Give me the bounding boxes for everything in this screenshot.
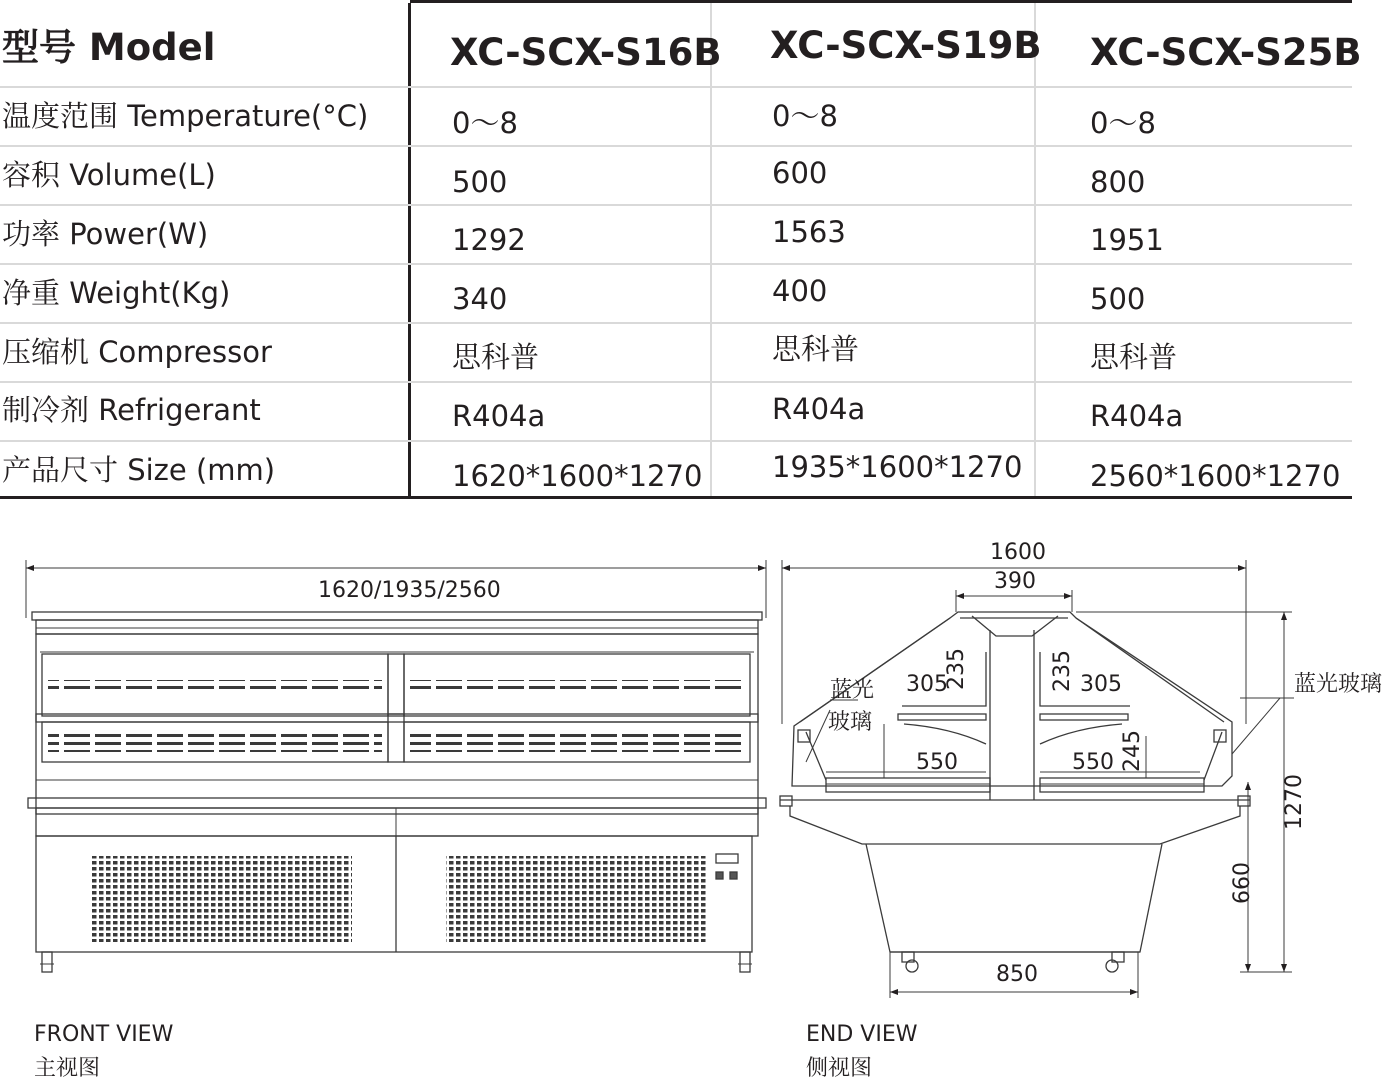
front-view-caption-en: FRONT VIEW (34, 1022, 174, 1047)
row-value-1: 340 (452, 282, 508, 316)
row-value-3: 2560*1600*1270 (1090, 459, 1341, 493)
row-value-3: 800 (1090, 165, 1146, 199)
row-label: 容积 Volume(L) (2, 158, 216, 192)
row-value-2: 1935*1600*1270 (772, 450, 1023, 484)
row-value-1: R404a (452, 399, 546, 433)
table-row (0, 206, 1352, 265)
row-value-1: 思科普 (452, 340, 540, 374)
row-value-3: 1951 (1090, 223, 1164, 257)
table-row (0, 383, 1352, 442)
table-row (0, 324, 1352, 383)
row-value-2: 0～8 (772, 99, 838, 133)
row-value-2: 1563 (772, 215, 846, 249)
row-value-1: 0～8 (452, 106, 518, 140)
cabinet-height-dim: 660 (1230, 862, 1255, 904)
shelf-depth-right-dim: 305 (1080, 672, 1122, 697)
glass-label-left-line1: 蓝光 (830, 678, 875, 703)
right-grille (446, 856, 708, 942)
row-value-3: 500 (1090, 282, 1146, 316)
end-view-caption-cn: 侧视图 (806, 1056, 873, 1081)
end-top-width-dim: 390 (994, 569, 1036, 594)
base-width-dim: 850 (996, 962, 1038, 987)
glass-label-left-line2: 玻璃 (828, 710, 873, 735)
model-1: XC-SCX-S16B (450, 31, 722, 74)
left-grille (90, 856, 352, 942)
row-label: 净重 Weight(Kg) (2, 276, 231, 310)
end-view-caption-en: END VIEW (806, 1022, 918, 1047)
row-label: 功率 Power(W) (2, 217, 209, 251)
overall-height-dim: 1270 (1282, 774, 1307, 830)
table-row (0, 147, 1352, 206)
table-bottom-rule (0, 496, 1352, 499)
row-value-2: 思科普 (772, 332, 860, 366)
base-height-dim: 245 (1120, 730, 1145, 772)
model-3: XC-SCX-S25B (1090, 31, 1362, 74)
row-label: 制冷剂 Refrigerant (2, 393, 261, 427)
end-view-drawing (780, 560, 1294, 998)
header-label: 型号 Model (2, 26, 216, 69)
table-row (0, 442, 1352, 497)
front-view-drawing (26, 560, 766, 972)
shelf-depth-left-dim: 305 (906, 672, 948, 697)
row-value-3: 0～8 (1090, 106, 1156, 140)
table-row (0, 265, 1352, 324)
table-row (0, 88, 1352, 147)
model-2: XC-SCX-S19B (770, 24, 1042, 67)
row-value-1: 1292 (452, 223, 526, 257)
table-header-row (0, 0, 1362, 88)
row-value-2: 600 (772, 156, 828, 190)
shelf-height-right-dim: 235 (1050, 650, 1075, 692)
drawing-canvas (0, 500, 1382, 1079)
glass-label-right: 蓝光玻璃 (1294, 672, 1382, 697)
row-value-1: 500 (452, 165, 508, 199)
row-value-2: R404a (772, 392, 866, 426)
technical-drawings (0, 500, 1382, 1079)
row-value-3: R404a (1090, 399, 1184, 433)
row-label: 温度范围 Temperature(°C) (2, 99, 369, 133)
spec-table (0, 0, 1362, 500)
row-label: 产品尺寸 Size (mm) (2, 453, 276, 487)
end-overall-width-dim: 1600 (990, 540, 1046, 565)
row-label: 压缩机 Compressor (2, 335, 272, 369)
shelf-height-left-dim: 235 (944, 648, 969, 690)
base-depth-left-dim: 550 (916, 750, 958, 775)
row-value-3: 思科普 (1090, 340, 1178, 374)
base-depth-right-dim: 550 (1072, 750, 1114, 775)
row-value-1: 1620*1600*1270 (452, 459, 703, 493)
row-value-2: 400 (772, 274, 828, 308)
front-width-dim: 1620/1935/2560 (318, 578, 501, 603)
front-view-caption-cn: 主视图 (34, 1056, 101, 1081)
